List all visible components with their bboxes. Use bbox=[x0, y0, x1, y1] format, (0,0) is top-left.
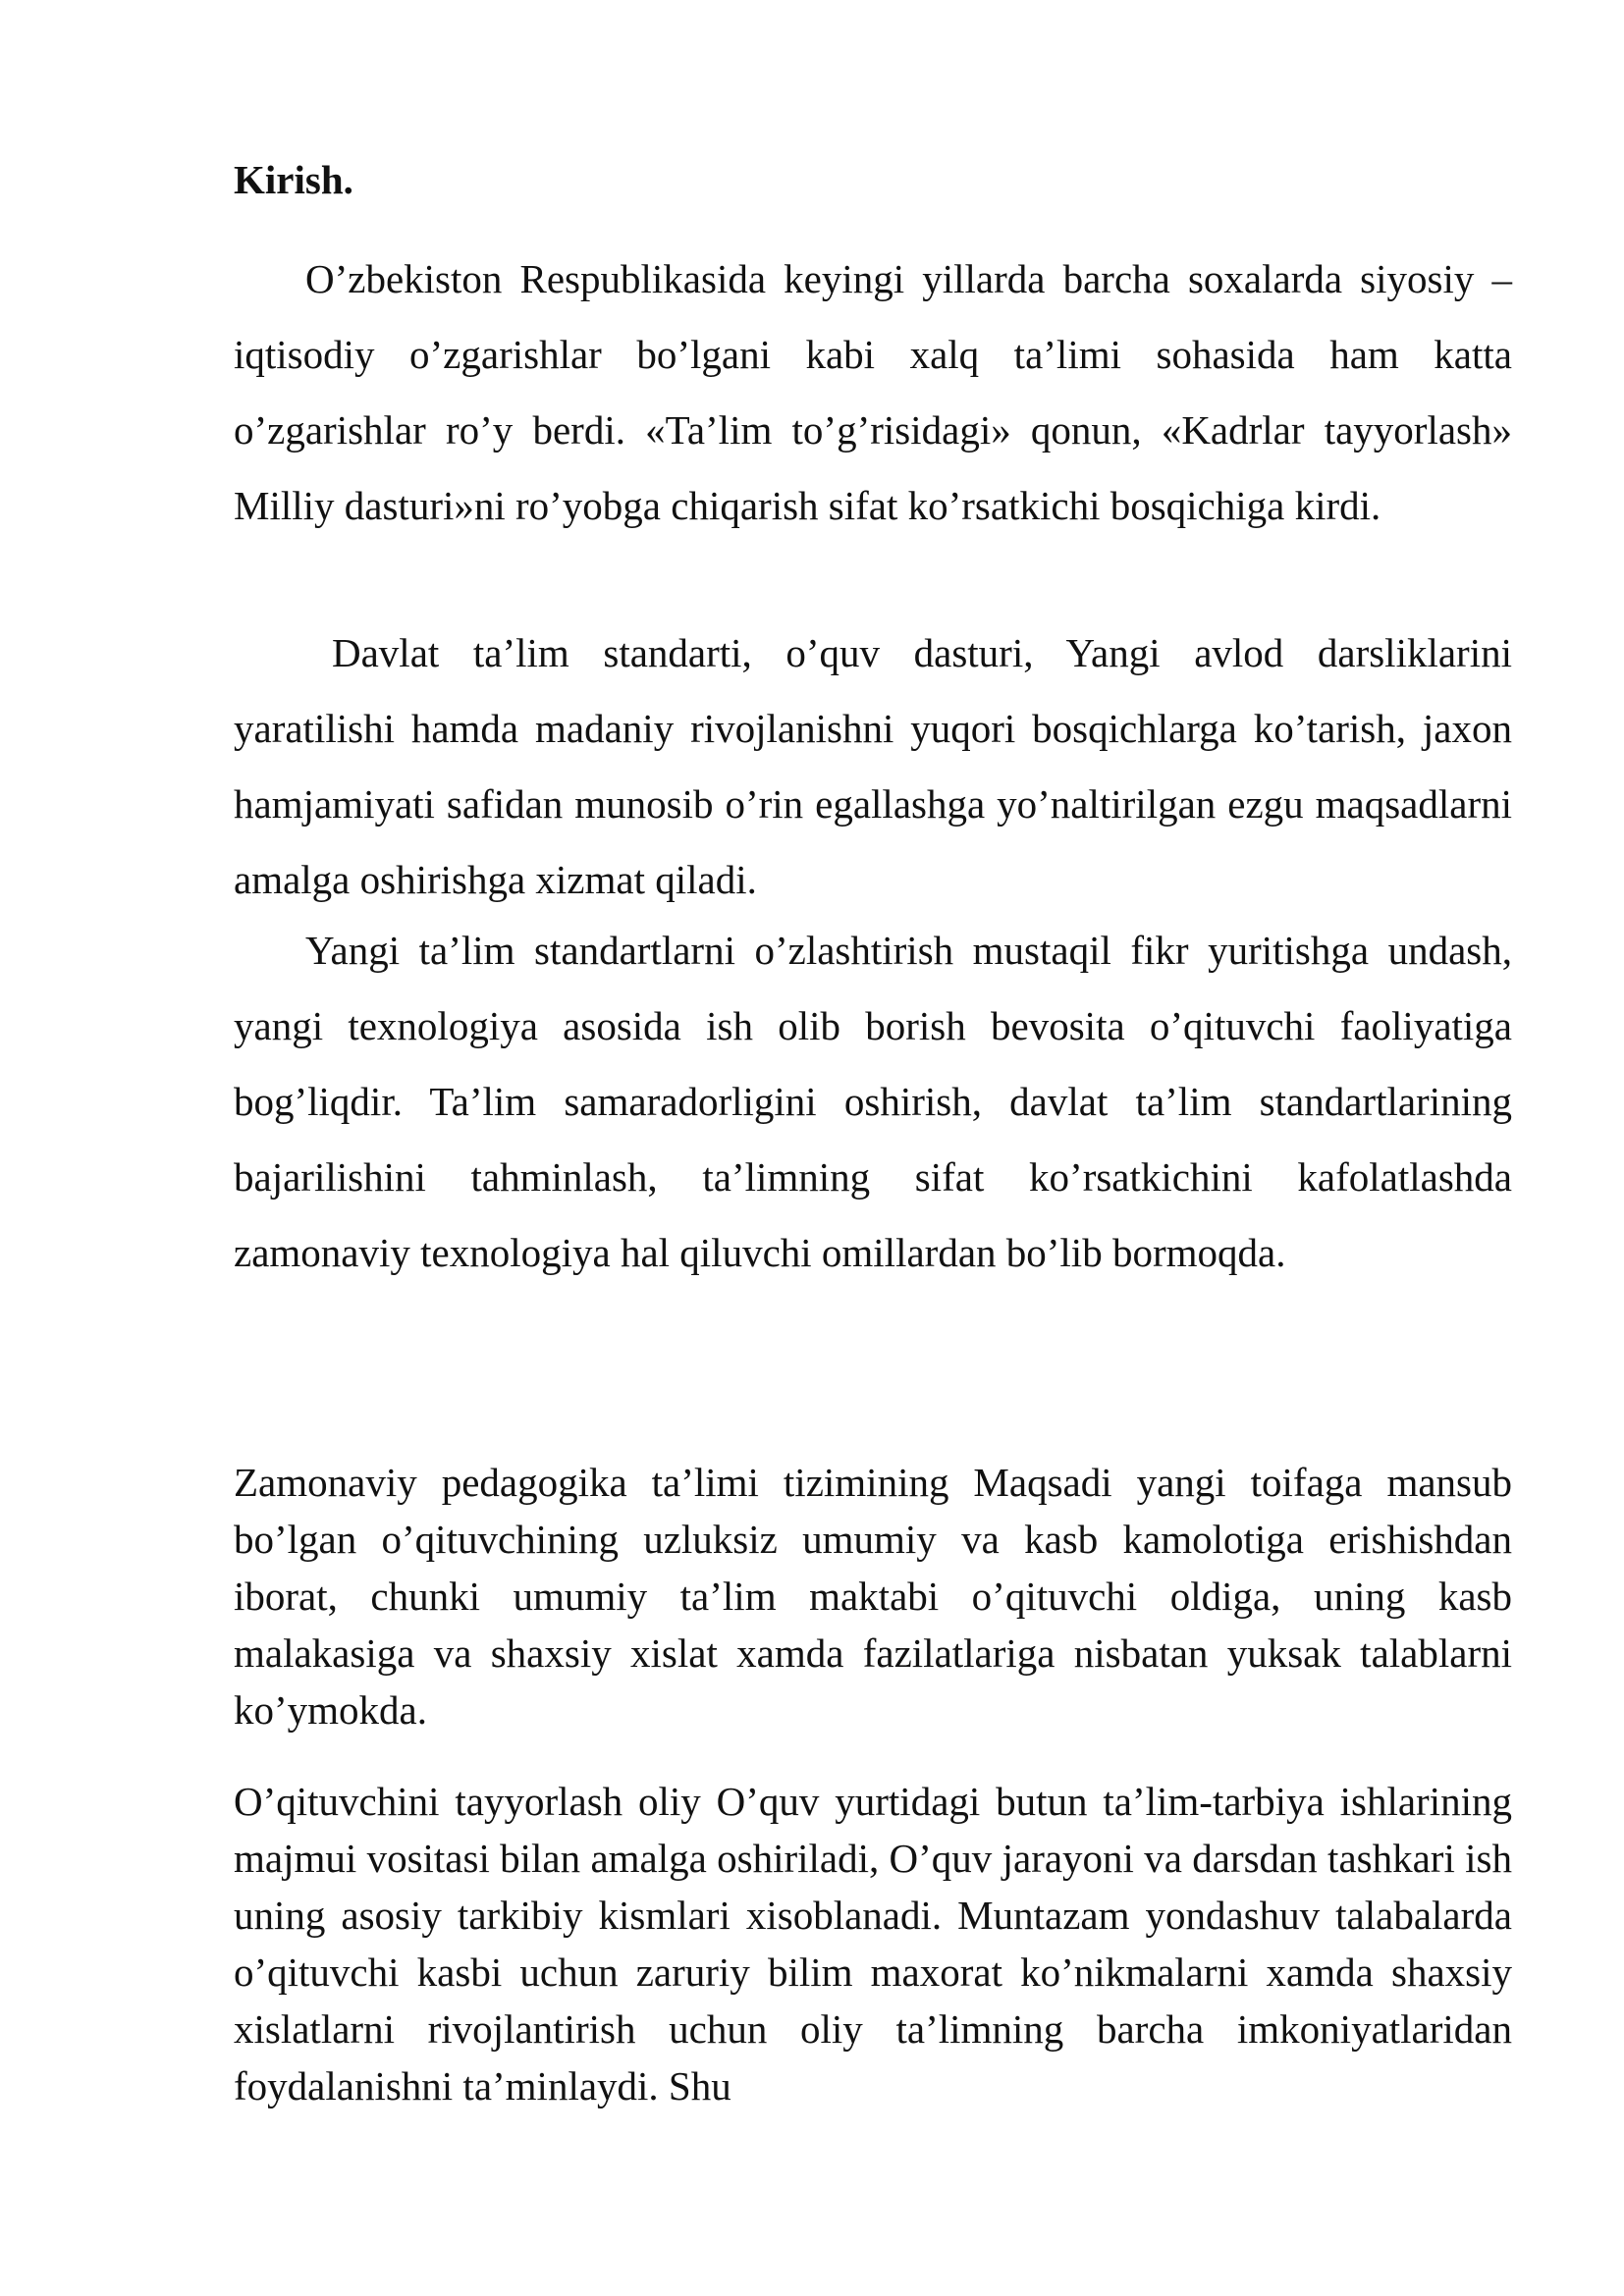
paragraph-3: Yangi ta’lim standartlarni o’zlashtirish mustaqil fikr yuritishga undash, yangi texnologiya asosida ish olib borish bevosita o’qituvchi faoliyatiga bog’liqdir. Ta’lim samaradorligini oshirish, davlat ta’lim standartlarining bajarilishini tahminlash, ta’limning sifat ko’rsatkichini kafolatlashda zamonaviy texnologiya hal qiluvchi omillardan bo’lib bormoqda. bbox=[234, 928, 1512, 1275]
paragraph-4: Zamonaviy pedagogika ta’limi tizimining Maqsadi yangi toifaga mansub bo’lgan o’qituvchining uzluksiz umumiy va kasb kamolotiga erishishdan iborat, chunki umumiy ta’lim maktabi o’qituvchi oldiga, uning kasb malakasiga va shaxsiy xislat xamda fazilatlariga nisbatan yuksak talablarni ko’ymokda. bbox=[234, 1460, 1512, 1733]
paragraph-2: Davlat ta’lim standarti, o’quv dasturi, Yangi avlod darsliklarini yaratilishi hamda madaniy rivojlanishni yuqori bosqichlarga ko’tarish, jaxon hamjamiyati safidan munosib o’rin egallashga yo’naltirilgan ezgu maqsadlarni amalga oshirishga xizmat qiladi. bbox=[234, 630, 1512, 902]
section-heading: Kirish. bbox=[234, 157, 353, 202]
paragraph-1: O’zbekiston Respublikasida keyingi yillarda barcha soxalarda siyosiy – iqtisodiy o’zgarishlar bo’lgani kabi xalq ta’limi sohasida ham katta o’zgarishlar ro’y berdi. «Ta’lim to’g’risidagi» qonun, «Kadrlar tayyorlash» Milliy dasturi»ni ro’yobga chiqarish sifat ko’rsatkichi bosqichiga kirdi. bbox=[234, 256, 1512, 528]
paragraph-5: O’qituvchini tayyorlash oliy O’quv yurtidagi butun ta’lim-tarbiya ishlarining majmui vositasi bilan amalga oshiriladi, O’quv jarayoni va darsdan tashkari ish uning asosiy tarkibiy kismlari xisoblanadi. Muntazam yondashuv talabalarda o’qituvchi kasbi uchun zaruriy bilim maxorat ko’nikmalarni xamda shaxsiy xislatlarni rivojlantirish uchun oliy ta’limning barcha imkoniyatlaridan foydalanishni ta’minlaydi. Shu bbox=[234, 1779, 1512, 2109]
